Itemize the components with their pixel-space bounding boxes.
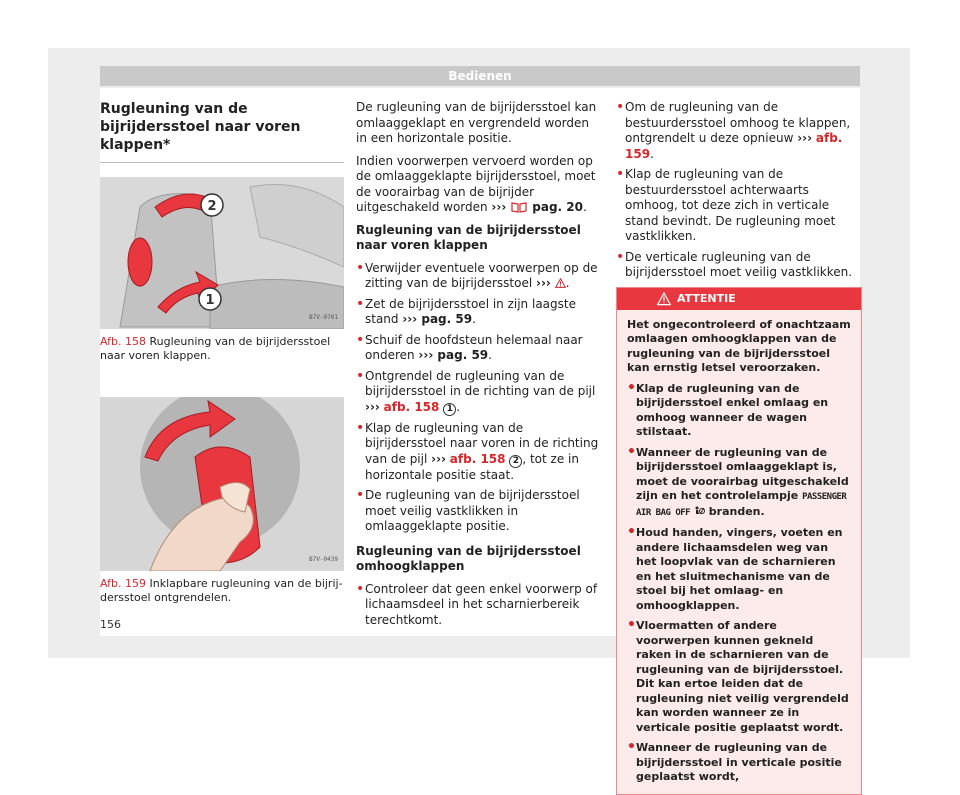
list-item-text: Klap de rugleuning van de bijrijdersstoel naar voren in de richting van de pijl bbox=[365, 420, 599, 466]
warning-icon bbox=[657, 292, 671, 306]
airbag-lamp-label: PASSENGER AIR BAG OFF bbox=[636, 492, 847, 518]
warning-body bbox=[617, 310, 861, 794]
list-item: • Schuif de hoofdsteun helemaal naar onderen ››› pag. 59. bbox=[356, 333, 602, 364]
figure-seat-fold bbox=[100, 177, 344, 329]
warning-icon[interactable] bbox=[555, 278, 566, 288]
paragraph: De rugleuning van de bijrijdersstoel kan omlaaggeklapt en vergrendeld worden in een horizontale positie. bbox=[356, 100, 597, 145]
page-reference[interactable]: ››› pag. 59 bbox=[402, 312, 473, 326]
warning-title: ATTENTIE bbox=[677, 291, 736, 305]
figure-code: B7V-0701 bbox=[309, 313, 338, 321]
list-item-text: Zet de bijrijdersstoel in zijn laagste stand bbox=[365, 296, 576, 326]
list-item: • Controleer dat geen enkel voorwerp of lichaamsdeel in het scharnierbereik terechtkomt. bbox=[356, 582, 602, 629]
subheading: Rugleuning van de bijrijdersstoel omhoogklappen bbox=[356, 543, 581, 573]
warning-item-text: Wanneer de rugleuning van de bijrijdersstoel omlaaggeklapt is, moet de voorairbag uitgeschakeld zijn en het controlelampje bbox=[636, 445, 849, 502]
airbag-off-icon bbox=[694, 506, 705, 516]
caption-text: Inklapbare rugleuning van de bijrijdersstoel ontgrendelen. bbox=[100, 577, 343, 604]
list-item-text: Ontgrendel de rugleuning van de bijrijdersstoel in de richting van de pijl bbox=[365, 368, 596, 398]
list-item-text: Verwijder eventuele voorwerpen op de zitting van de bijrijdersstoel bbox=[365, 260, 598, 290]
punctuation: . bbox=[582, 200, 587, 214]
list-item: • Verwijder eventuele voorwerpen op de zitting van de bijrijdersstoel ››› . bbox=[356, 261, 602, 292]
warning-item: • Vloermatten of andere voorwerpen kunnen gekneld raken in de scharnieren van de rugleuning van de bijrijdersstoel. Dit kan ertoe leiden dat de rugleuning niet veilig vergrendeld kan worden wanneer ze in verticale positie geplaatst wordt. bbox=[627, 618, 851, 735]
figure-reference[interactable]: afb. 158 bbox=[383, 399, 440, 414]
list-item-text: Om de rugleuning van de bestuurdersstoel omhoog te klappen, ontgrendelt u deze opnieuw bbox=[625, 100, 851, 145]
reference-arrows: ››› bbox=[536, 276, 551, 290]
list-item: • Ontgrendel de rugleuning van de bijrijdersstoel in de richting van de pijl ››› afb. 158 1 . bbox=[356, 369, 602, 416]
reference-arrows: ››› bbox=[365, 399, 380, 414]
list-item: • Om de rugleuning van de bestuurdersstoel omhoog te klappen, ontgrendelt u deze opnieuw ››› afb. 159. bbox=[616, 100, 862, 162]
reference-arrows: ››› bbox=[797, 131, 813, 145]
figure-caption bbox=[100, 577, 344, 605]
list-item-text: Schuif de hoofdsteun helemaal naar onderen bbox=[365, 332, 583, 362]
warning-header bbox=[617, 288, 861, 310]
warning-paragraph: Het ongecontroleerd of onachtzaam omlaagen omhoogklappen van de rugleuning van de bijrijdersstoel kan ernstig letsel veroorzaken. bbox=[627, 317, 851, 374]
lever-illustration bbox=[100, 397, 344, 571]
page-number: 156 bbox=[100, 618, 121, 631]
warning-box bbox=[616, 287, 862, 795]
figure-reference[interactable]: afb. 159 bbox=[625, 131, 843, 161]
list-item: • Zet de bijrijdersstoel in zijn laagste stand ››› pag. 59. bbox=[356, 297, 602, 328]
figure-code: B7V-0439 bbox=[309, 555, 338, 563]
subheading: Rugleuning van de bijrijdersstoel naar voren klappen bbox=[356, 222, 581, 252]
list-item: • De verticale rugleuning van de bijrijdersstoel moet veilig vastklikken. bbox=[616, 250, 862, 281]
warning-item-text: branden. bbox=[704, 504, 765, 518]
list-item bbox=[356, 421, 602, 484]
page-reference[interactable]: pag. 20 bbox=[528, 200, 583, 214]
figure-number: Afb. 158 bbox=[100, 335, 146, 348]
section-title: Rugleuning van de bijrijdersstoel naar voren klappen* bbox=[100, 101, 301, 153]
figure-release-lever bbox=[100, 397, 344, 571]
caption-text: Rugleuning van de bijrijdersstoel naar voren klappen. bbox=[100, 335, 331, 362]
warning-item: • Wanneer de rugleuning van de bijrijdersstoel in verticale positie geplaatst wordt, bbox=[627, 740, 851, 785]
figure-caption bbox=[100, 335, 344, 363]
callout-number: 1 bbox=[443, 403, 456, 416]
list-item: • Klap de rugleuning van de bestuurdersstoel achterwaarts omhoog, tot deze zich in verticale stand bevindt. De rugleuning moet vastklikken. bbox=[616, 167, 862, 245]
svg-text:2: 2 bbox=[207, 199, 217, 214]
page-content bbox=[100, 88, 860, 783]
figure-number: Afb. 159 bbox=[100, 577, 146, 590]
middle-column bbox=[356, 100, 602, 633]
paragraph-text: Indien voorwerpen vervoerd worden op de omlaaggeklapte bijrijdersstoel, moet de voorairbag van de bijrijder uitgeschakeld worden bbox=[356, 153, 596, 214]
seat-illustration bbox=[100, 177, 344, 329]
left-column bbox=[100, 88, 344, 605]
book-icon bbox=[510, 201, 528, 213]
paragraph bbox=[356, 154, 602, 216]
warning-item: • Houd handen, vingers, voeten en andere lichaamsdelen weg van het loopvlak van de scharnieren en het sluitmechanisme van de stoel bij het omlaag- en omhoogklappen. bbox=[627, 525, 851, 613]
figure-reference[interactable]: afb. 158 bbox=[449, 451, 506, 466]
reference-arrows: ››› bbox=[491, 200, 507, 214]
list-item-text: , tot ze in horizontale positie staat. bbox=[365, 451, 579, 482]
callout-number: 2 bbox=[509, 455, 522, 468]
warning-item: • Klap de rugleuning van de bijrijdersstoel enkel omlaag en omhoog wanneer de wagen stilstaat. bbox=[627, 381, 851, 440]
page-reference[interactable]: ››› pag. 59 bbox=[418, 348, 489, 362]
warning-item bbox=[627, 445, 851, 521]
title-divider bbox=[100, 162, 344, 163]
svg-text:1: 1 bbox=[205, 293, 215, 308]
reference-arrows: ››› bbox=[431, 451, 446, 466]
right-column bbox=[616, 100, 862, 795]
section-header: Bedienen bbox=[100, 66, 860, 86]
list-item: • De rugleuning van de bijrijdersstoel moet veilig vastklikken in omlaaggeklapte positie. bbox=[356, 488, 602, 535]
